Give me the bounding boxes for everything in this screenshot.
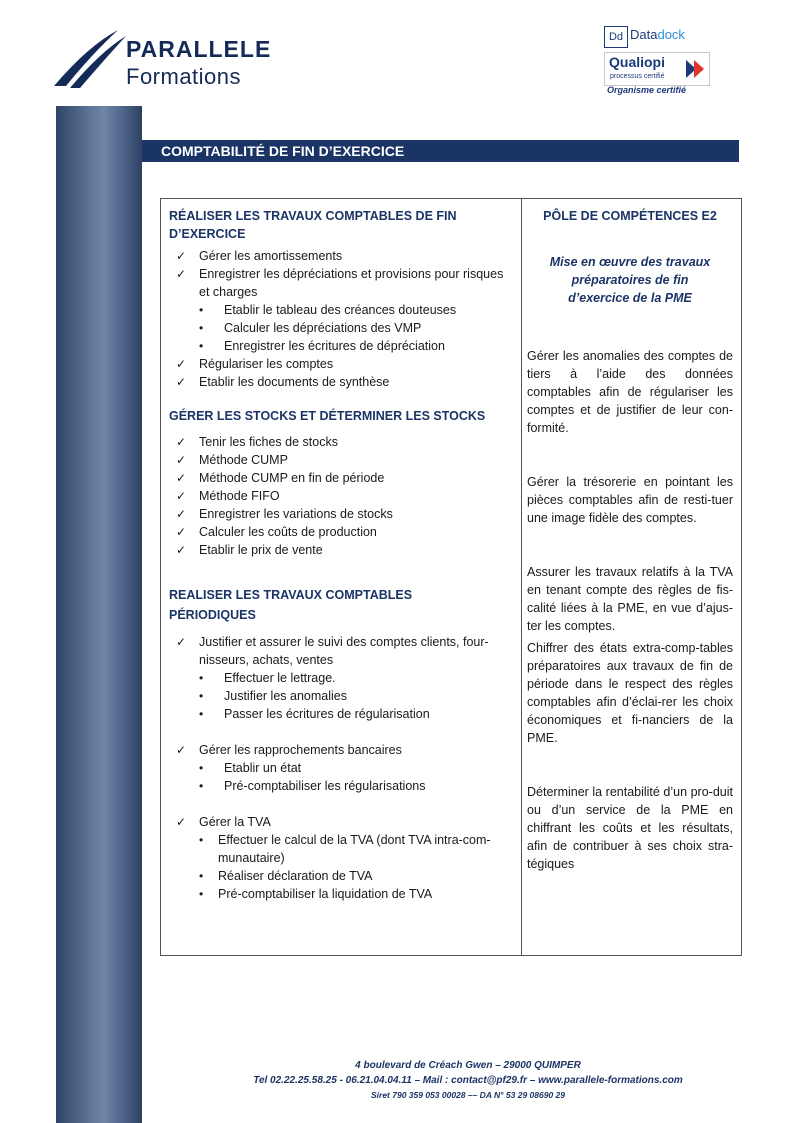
checklist: [169, 633, 509, 669]
checklist: [169, 247, 509, 301]
list-item: ✓ Gérer les rapprochements bancaires: [169, 741, 509, 759]
qualiopi-sub: processus certifié: [610, 73, 665, 80]
list-item: • Effectuer le calcul de la TVA (dont TVA intra-com-munautaire): [169, 831, 509, 867]
list-item: • Effectuer le lettrage.: [169, 669, 509, 687]
page-title-banner: [142, 140, 739, 162]
competence-paragraph: Gérer la trésorerie en pointant les pièces comptables afin de resti-tuer une image fidèle des comptes.: [527, 475, 733, 525]
list-item: ✓ Calculer les coûts de production: [169, 523, 509, 541]
list-item: ✓ Méthode FIFO: [169, 487, 509, 505]
list-item: ✓ Gérer la TVA: [169, 813, 509, 831]
sublist: [169, 669, 509, 723]
qualiopi-arrows-icon: [684, 58, 706, 80]
sublist: [169, 301, 509, 355]
list-item: ✓ Méthode CUMP: [169, 451, 509, 469]
list-item: ✓ Etablir les documents de synthèse: [169, 373, 509, 391]
list-item: ✓ Gérer les amortissements: [169, 247, 509, 265]
qualiopi-label: Qualiopi: [609, 54, 665, 70]
competence-paragraph: Chiffrer des états extra-comp-tables préparatoires aux travaux de fin de période dans le respect des règles comptables afin d’éclai-rer les choix économiques et fi-nanciers de la PME.: [527, 641, 733, 745]
decorative-sidebar-bar: [56, 106, 142, 1123]
checklist: [169, 433, 509, 559]
brand-tagline: Formations: [126, 64, 242, 89]
brand-logo: [48, 26, 288, 96]
pole-title: PÔLE DE COMPÉTENCES E2: [543, 209, 717, 223]
sublist: [169, 759, 509, 795]
footer-siret: Siret 790 359 053 00028 –– DA N° 53 29 08690 29: [370, 1090, 565, 1100]
page-title: COMPTABILITÉ DE FIN D’EXERCICE: [161, 143, 405, 159]
list-item: • Passer les écritures de régularisation: [169, 705, 509, 723]
list-item: ✓ Etablir le prix de vente: [169, 541, 509, 559]
checklist: [169, 813, 509, 831]
footer-contact: Tel 02.22.25.58.25 - 06.21.04.04.11 – Mail : contact@pf29.fr – www.parallele-formations.com: [253, 1075, 683, 1086]
footer-address: 4 boulevard de Créach Gwen – 29000 QUIMPER: [355, 1060, 581, 1071]
list-item: • Justifier les anomalies: [169, 687, 509, 705]
checklist: [169, 741, 509, 759]
content-table: [160, 198, 742, 956]
list-item: • Pré-comptabiliser la liquidation de TVA: [169, 885, 509, 903]
list-item: ✓ Méthode CUMP en fin de période: [169, 469, 509, 487]
datadock-label: Datadock: [630, 27, 685, 42]
sublist: [169, 831, 509, 903]
right-column: [527, 207, 733, 873]
list-item: • Etablir le tableau des créances douteuses: [169, 301, 509, 319]
list-item: ✓ Enregistrer les dépréciations et provisions pour risques et charges: [169, 265, 509, 301]
list-item: • Etablir un état: [169, 759, 509, 777]
list-item: • Pré-comptabiliser les régularisations: [169, 777, 509, 795]
section-title: REALISER LES TRAVAUX COMPTABLES PÉRIODIQUES: [169, 588, 413, 622]
pole-subtitle: Mise en œuvre des travaux préparatoires de fin d’exercice de la PME: [549, 255, 711, 305]
left-column: [169, 207, 509, 903]
brand-name: PARALLELE: [126, 36, 272, 62]
list-item: ✓ Justifier et assurer le suivi des comptes clients, four-nisseurs, achats, ventes: [169, 633, 509, 669]
organisme-certifie: Organisme certifié: [607, 85, 687, 95]
competence-paragraph: Gérer les anomalies des comptes de tiers à l’aide des données comptables afin de régulariser les comptes et de justifier de leur con-formité.: [527, 349, 733, 435]
competence-paragraph: Assurer les travaux relatifs à la TVA en tenant compte des règles de fis-calité liées à la PME, en vue d’ajus-ter les comptes.: [527, 565, 733, 633]
list-item: • Enregistrer les écritures de dépréciation: [169, 337, 509, 355]
swoosh-logo-icon: [48, 26, 128, 96]
list-item: ✓ Enregistrer les variations de stocks: [169, 505, 509, 523]
qualiopi-logo: [604, 52, 710, 86]
section-title: RÉALISER LES TRAVAUX COMPTABLES DE FIN D’EXERCICE: [169, 209, 457, 241]
datadock-icon: Dd: [604, 26, 628, 48]
list-item: ✓ Tenir les fiches de stocks: [169, 433, 509, 451]
competence-paragraph: Déterminer la rentabilité d’un pro-duit ou d’un service de la PME en chiffrant les coûts et les résultats, afin de contribuer à ses choix stra-tégiques: [527, 785, 733, 871]
column-divider: [521, 199, 522, 955]
section-title: GÉRER LES STOCKS ET DÉTERMINER LES STOCKS: [169, 409, 486, 423]
list-item: ✓ Régulariser les comptes: [169, 355, 509, 373]
list-item: • Réaliser déclaration de TVA: [169, 867, 509, 885]
certification-logos: [600, 22, 710, 102]
checklist: [169, 355, 509, 391]
list-item: • Calculer les dépréciations des VMP: [169, 319, 509, 337]
